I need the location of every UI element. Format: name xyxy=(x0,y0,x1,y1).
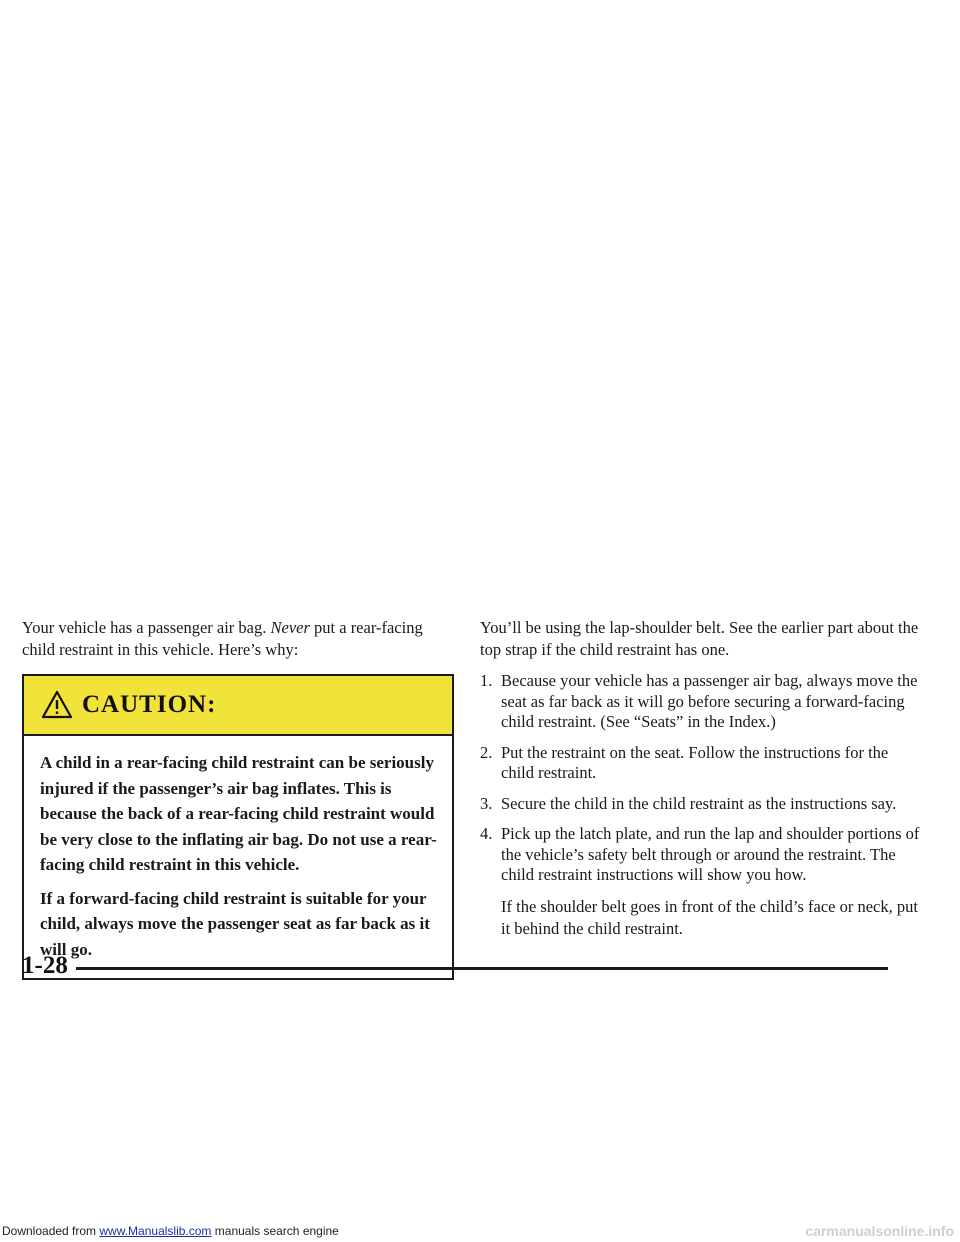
caution-paragraph: A child in a rear-facing child restraint can be seriously injured if the passenger’s air bag inflates. This is because the back of a rear-facing child restraint would be very close to the inflating air bag. Do not use a rear-facing child restraint in this vehicle. xyxy=(40,753,437,874)
caution-body xyxy=(24,736,452,978)
step-4-note: If the shoulder belt goes in front of the child’s face or neck, put it behind the child restraint. xyxy=(501,896,918,938)
caution-title: CAUTION: xyxy=(82,691,217,718)
step-number: 4. xyxy=(480,824,493,843)
caution-box xyxy=(22,674,454,980)
caution-paragraph: If a forward-facing child restraint is suitable for your child, always move the passenger seat as far back as it will go. xyxy=(40,888,430,959)
intro-text-end: put a rear-facing child restraint in this vehicle. Here’s why: xyxy=(22,618,423,659)
right-column xyxy=(480,617,920,956)
lap-shoulder-belt-intro: You’ll be using the lap-shoulder belt. See the earlier part about the top strap if the child restraint has one. xyxy=(480,618,919,659)
step-item xyxy=(480,824,920,886)
step-text: Put the restraint on the seat. Follow the instructions for the child restraint. xyxy=(501,742,889,782)
page-number: 1-28 xyxy=(22,952,68,979)
site-watermark: carmanualsonline.info xyxy=(805,1223,954,1239)
step-text: Pick up the latch plate, and run the lap and shoulder portions of the vehicle’s safety belt through or around the restraint. The child restraint instructions will show you how. xyxy=(501,824,920,884)
step-number: 1. xyxy=(480,671,493,690)
warning-triangle-icon xyxy=(42,690,72,720)
intro-text-start: Your vehicle has a passenger air bag. xyxy=(22,618,271,637)
footer-rule xyxy=(76,967,888,970)
caution-header xyxy=(24,676,452,736)
step-number: 2. xyxy=(480,742,493,762)
step-item xyxy=(480,794,920,815)
air-bag-intro xyxy=(22,617,452,661)
installation-steps xyxy=(480,671,920,886)
step-item xyxy=(480,743,920,784)
step-text: Secure the child in the child restraint as the instructions say. xyxy=(501,793,897,813)
left-column xyxy=(22,617,452,980)
intro-emphasis: Never xyxy=(270,618,310,637)
manualslib-link[interactable]: www.Manualslib.com xyxy=(99,1224,212,1238)
source-prefix: Downloaded from xyxy=(2,1224,100,1238)
step-text: Because your vehicle has a passenger air bag, always move the seat as far back as it will go before securing a forward-facing child restraint. (See “Seats” in the Index.) xyxy=(501,671,918,731)
page-footer xyxy=(22,952,888,980)
step-number: 3. xyxy=(480,793,493,813)
source-banner xyxy=(2,1224,339,1238)
source-suffix: manuals search engine xyxy=(211,1224,339,1238)
step-item xyxy=(480,671,920,733)
